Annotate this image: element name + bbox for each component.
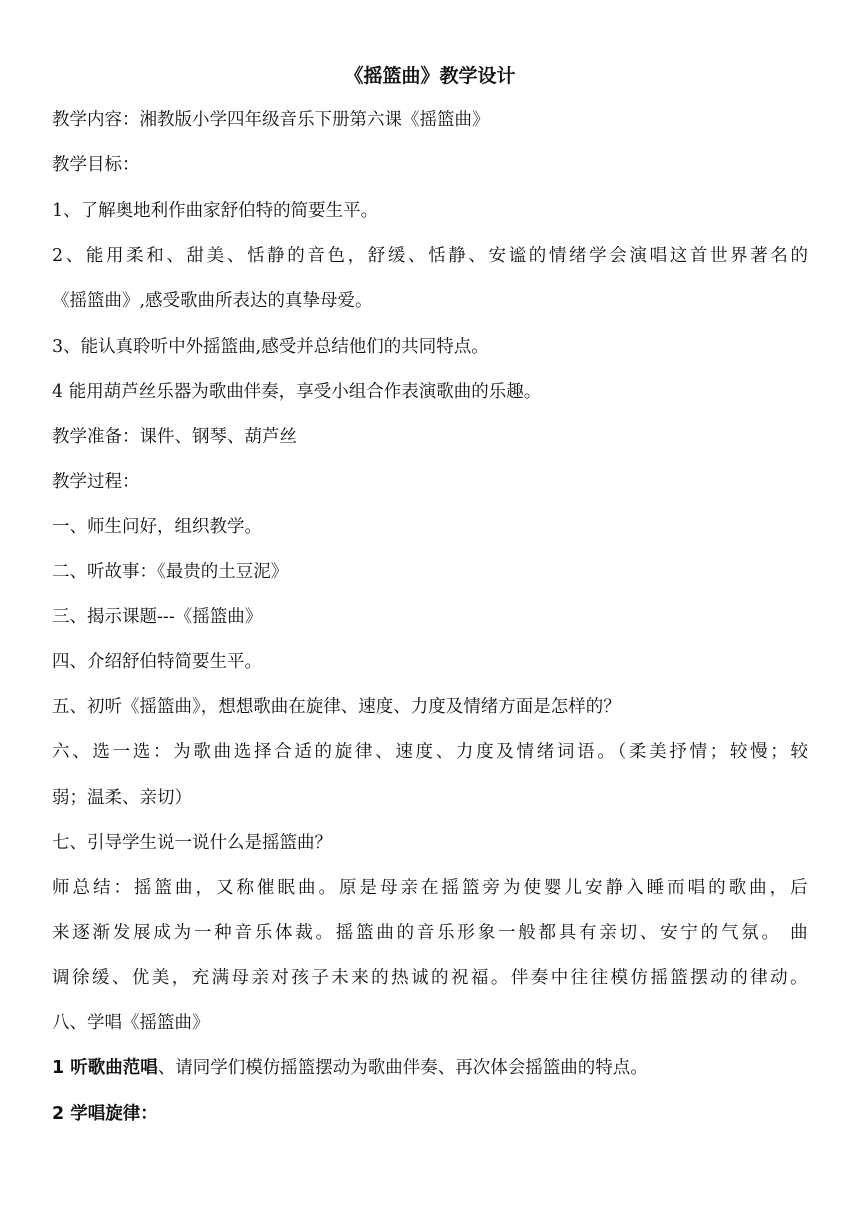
step-5: 五、初听《摇篮曲》，想想歌曲在旋律、速度、力度及情绪方面是怎样的？ <box>52 697 621 717</box>
objective-4: 4 能用葫芦丝乐器为歌曲伴奏，享受小组合作表演歌曲的乐趣。 <box>52 382 542 402</box>
document-title: 《摇篮曲》教学设计 <box>344 65 516 87</box>
step-1: 一、师生问好，组织教学。 <box>52 517 262 537</box>
summary-line-3: 调徐缓、优美，充满母亲对孩子未来的热诚的祝福。伴奏中往往模仿摇篮摆动的律动。 <box>52 968 808 988</box>
step-6-line-1: 六、选一选：为歌曲选择合适的旋律、速度、力度及情绪词语。（柔美抒情；较慢；较 <box>52 742 808 762</box>
process-heading: 教学过程： <box>52 472 140 492</box>
step-3: 三、揭示课题---《摇篮曲》 <box>52 607 263 627</box>
teaching-content: 教学内容：湘教版小学四年级音乐下册第六课《摇篮曲》 <box>52 110 490 130</box>
objective-1: 1、了解奥地利作曲家舒伯特的简要生平。 <box>52 201 379 221</box>
sub-step-1 <box>52 1054 808 1082</box>
step-2: 二、听故事：《最贵的土豆泥》 <box>52 562 289 582</box>
objective-2-line-1: 2、能用柔和、甜美、恬静的音色，舒缓、恬静、安谧的情绪学会演唱这首世界著名的 <box>52 246 808 266</box>
step-4: 四、介绍舒伯特简要生平。 <box>52 652 262 672</box>
objectives-heading: 教学目标： <box>52 155 140 175</box>
sub-step-1-label: 1 听歌曲范唱 <box>52 1058 158 1078</box>
summary-line-2: 来逐渐发展成为一种音乐体裁。摇篮曲的音乐形象一般都具有亲切、安宁的气氛。 曲 <box>52 923 808 943</box>
step-6-line-2: 弱；温柔、亲切） <box>52 788 192 808</box>
sub-step-1-text: 、请同学们模仿摇篮摆动为歌曲伴奏、再次体会摇篮曲的特点。 <box>157 1058 648 1078</box>
sub-step-2-label: 2 学唱旋律： <box>52 1104 158 1124</box>
sub-step-2 <box>52 1100 808 1128</box>
objective-2-line-2: 《摇篮曲》,感受歌曲所表达的真挚母爱。 <box>52 291 373 311</box>
teaching-preparation: 教学准备：课件、钢琴、葫芦丝 <box>52 427 297 447</box>
step-8: 八、学唱《摇篮曲》 <box>52 1013 210 1033</box>
step-7: 七、引导学生说一说什么是摇篮曲？ <box>52 833 332 853</box>
summary-line-1: 师总结：摇篮曲，又称催眠曲。原是母亲在摇篮旁为使婴儿安静入睡而唱的歌曲，后 <box>52 878 808 898</box>
objective-3: 3、能认真聆听中外摇篮曲,感受并总结他们的共同特点。 <box>52 337 489 357</box>
